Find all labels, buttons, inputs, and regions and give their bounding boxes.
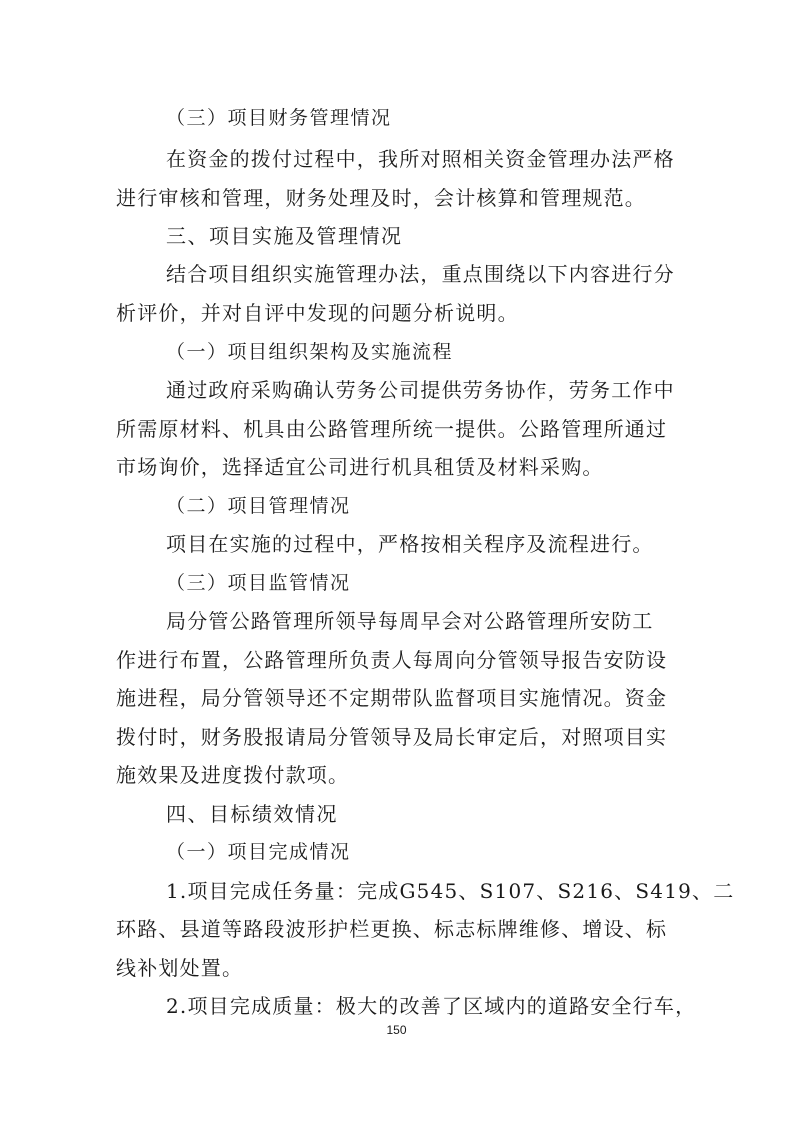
paragraph-line: 通过政府采购确认劳务公司提供劳务协作，劳务工作中 [166, 378, 675, 402]
paragraph-line: 市场询价，选择适宜公司进行机具租赁及材料采购。 [116, 455, 604, 479]
paragraph-line: 作进行布置，公路管理所负责人每周向分管领导报告安防设 [116, 648, 668, 672]
paragraph-line: 1.项目完成任务量：完成G545、S107、S216、S419、二 [166, 879, 735, 903]
section-heading-implementation: 三、项目实施及管理情况 [166, 224, 403, 248]
subheading-supervision: （三）项目监管情况 [166, 572, 351, 594]
paragraph-line: 环路、县道等路段波形护栏更换、标志标牌维修、增设、标 [116, 917, 668, 941]
paragraph-line: 线补划处置。 [116, 956, 244, 980]
paragraph-line: 在资金的拨付过程中，我所对照相关资金管理办法严格 [166, 147, 675, 171]
subheading-completion: （一）项目完成情况 [166, 841, 351, 863]
paragraph-line: 局分管公路管理所领导每周早会对公路管理所安防工 [166, 609, 654, 633]
paragraph-line: 进行审核和管理，财务处理及时，会计核算和管理规范。 [116, 186, 646, 210]
paragraph-line: 施进程，局分管领导还不定期带队监督项目实施情况。资金 [116, 686, 668, 710]
page-number: 150 [386, 1023, 407, 1037]
subheading-organization: （一）项目组织架构及实施流程 [166, 341, 454, 363]
paragraph-line: 项目在实施的过程中，严格按相关程序及流程进行。 [166, 532, 654, 556]
subheading-management: （二）项目管理情况 [166, 495, 351, 517]
paragraph-line: 拨付时，财务股报请局分管领导及局长审定后，对照项目实 [116, 725, 668, 749]
section-heading-performance: 四、目标绩效情况 [166, 802, 338, 826]
subheading-finance-management: （三）项目财务管理情况 [166, 107, 392, 129]
paragraph-line: 结合项目组织实施管理办法，重点围绕以下内容进行分 [166, 262, 675, 286]
paragraph-line: 施效果及进度拨付款项。 [116, 763, 350, 787]
paragraph-line: 2.项目完成质量：极大的改善了区域内的道路安全行车， [166, 994, 697, 1018]
paragraph-line: 析评价，并对自评中发现的问题分析说明。 [116, 301, 519, 325]
paragraph-line: 所需原材料、机具由公路管理所统一提供。公路管理所通过 [116, 417, 668, 441]
